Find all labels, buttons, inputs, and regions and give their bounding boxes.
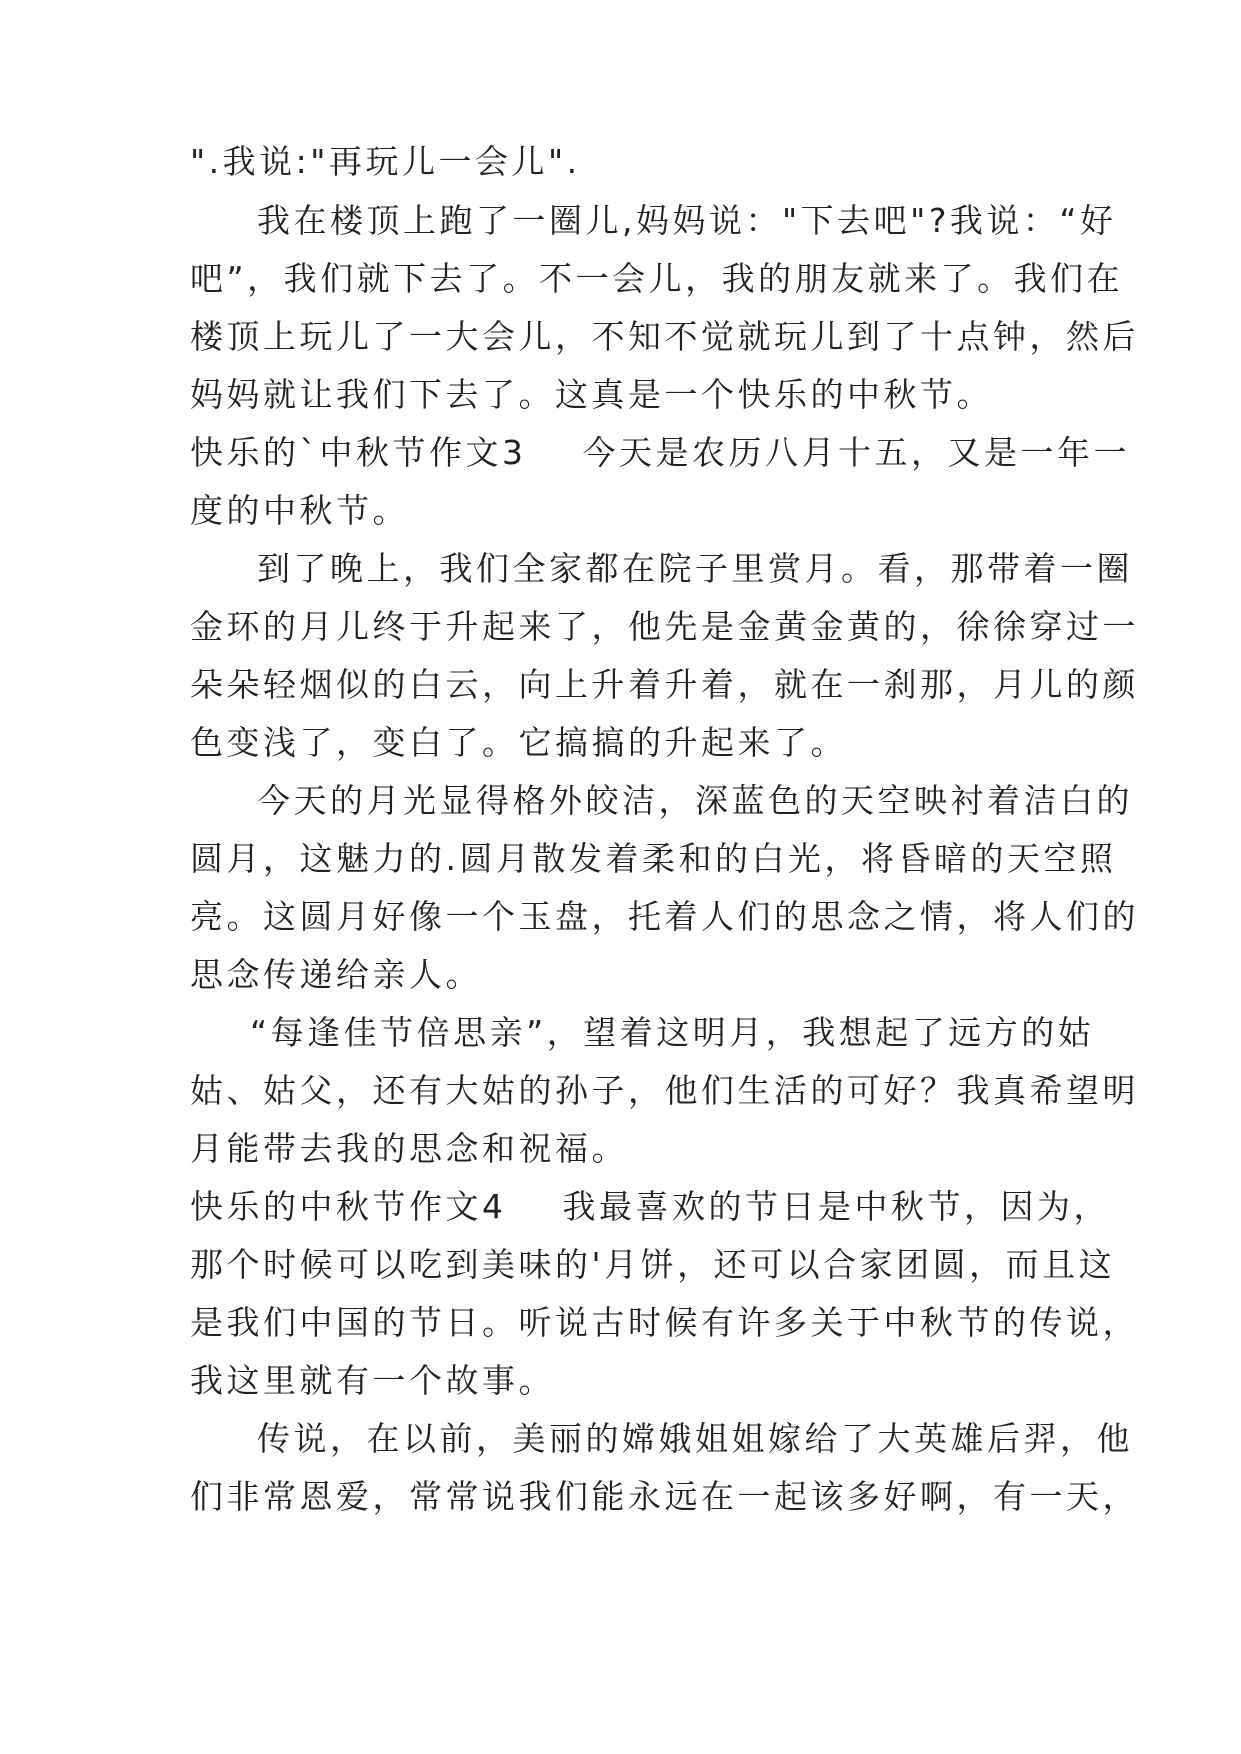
text-line: 姑、姑父，还有大姑的孙子，他们生活的可好？我真希望明 xyxy=(190,1071,1139,1110)
text-line: 思念传递给亲人。 xyxy=(190,955,482,994)
text-line: 亮。这圆月好像一个玉盘，托着人们的思念之情，将人们的 xyxy=(190,897,1139,936)
paragraph-first-line: 到了晚上，我们全家都在院子里赏月。看，那带着一圈 xyxy=(257,549,1133,588)
essay-first-line: 今天是农历八月十五，又是一年一 xyxy=(582,433,1130,472)
text-line: 妈妈就让我们下去了。这真是一个快乐的中秋节。 xyxy=(190,375,993,414)
text-line: 们非常恩爱，常常说我们能永远在一起该多好啊，有一天， xyxy=(190,1477,1139,1516)
text-line: 那个时候可以吃到美味的'月饼，还可以合家团圆，而且这 xyxy=(190,1245,1116,1284)
text-line: 圆月，这魅力的.圆月散发着柔和的白光，将昏暗的天空照 xyxy=(190,839,1117,878)
text-line: 度的中秋节。 xyxy=(190,491,409,530)
essay-heading-line xyxy=(190,433,1130,473)
text-line: 我这里就有一个故事。 xyxy=(190,1361,555,1400)
text-line: 色变浅了，变白了。它搞搞的升起来了。 xyxy=(190,723,847,762)
essay-title: 快乐的`中秋节作文3 xyxy=(190,433,527,472)
text-line: 是我们中国的节日。听说古时候有许多关于中秋节的传说， xyxy=(190,1303,1139,1342)
essay-first-line: 我最喜欢的节日是中秋节，因为， xyxy=(562,1187,1110,1226)
text-line: 月能带去我的思念和祝福。 xyxy=(190,1129,628,1168)
essay-heading-line xyxy=(190,1187,1110,1227)
text-line: 楼顶上玩儿了一大会儿，不知不觉就玩儿到了十点钟，然后 xyxy=(190,317,1139,356)
paragraph-first-line: 传说，在以前，美丽的嫦娥姐姐嫁给了大英雄后羿，他 xyxy=(257,1419,1133,1458)
paragraph-first-line: “每逢佳节倍思亲”，望着这明月，我想起了远方的姑 xyxy=(250,1013,1095,1052)
text-line: 金环的月儿终于升起来了，他先是金黄金黄的，徐徐穿过一 xyxy=(190,607,1139,646)
essay-title: 快乐的中秋节作文4 xyxy=(190,1187,507,1226)
paragraph-first-line: 我在楼顶上跑了一圈儿,妈妈说："下去吧"?我说：“好 xyxy=(257,201,1117,240)
text-line: 吧”，我们就下去了。不一会儿，我的朋友就来了。我们在 xyxy=(190,259,1124,298)
text-line: ".我说:"再玩儿一会儿". xyxy=(190,142,581,181)
text-line: 朵朵轻烟似的白云，向上升着升着，就在一刹那，月儿的颜 xyxy=(190,665,1139,704)
paragraph-first-line: 今天的月光显得格外皎洁，深蓝色的天空映衬着洁白的 xyxy=(257,781,1133,820)
